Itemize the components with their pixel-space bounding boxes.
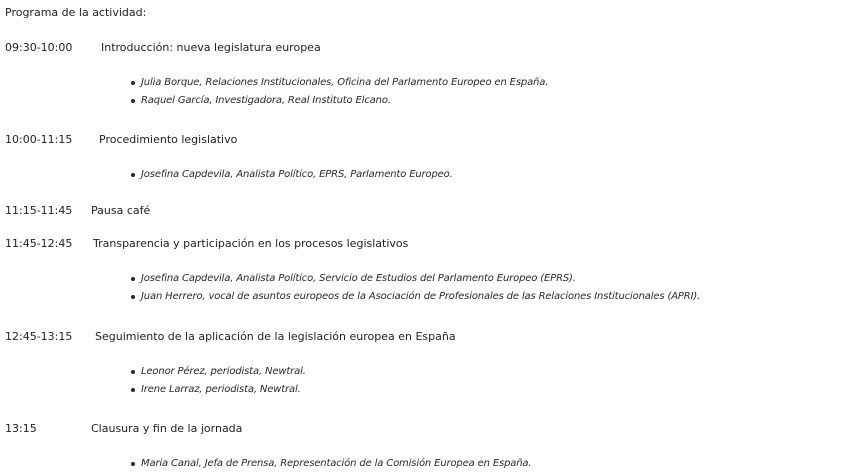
speaker-item: Josefina Capdevila, Analista Político, Servicio de Estudios del Parlamento Europeo (EPRS).	[131, 270, 700, 288]
session-time: 11:45-12:45	[5, 237, 73, 250]
session-title: Procedimiento legislativo	[99, 133, 238, 146]
session-row	[5, 133, 238, 147]
speaker-item: Julia Borque, Relaciones Institucionales, Oficina del Parlamento Europeo en España.	[131, 74, 548, 92]
session-row	[5, 41, 321, 55]
speaker-list	[131, 166, 453, 184]
session-row	[5, 330, 456, 344]
session-title: Introducción: nueva legislatura europea	[101, 41, 321, 54]
session-title: Clausura y fin de la jornada	[91, 422, 243, 435]
session-time: 11:15-11:45	[5, 204, 73, 217]
session-title: Seguimiento de la aplicación de la legislación europea en España	[95, 330, 456, 343]
speaker-item: Juan Herrero, vocal de asuntos europeos de la Asociación de Profesionales de las Relaciones Institucionales (APRI).	[131, 288, 700, 306]
session-row	[5, 204, 151, 218]
speaker-item: Leonor Pérez, periodista, Newtral.	[131, 363, 306, 381]
speaker-list	[131, 74, 548, 110]
session-time: 12:45-13:15	[5, 330, 73, 343]
speaker-item: Raquel García, Investigadora, Real Instituto Elcano.	[131, 92, 548, 110]
session-time: 09:30-10:00	[5, 41, 73, 54]
speaker-list	[131, 363, 306, 399]
session-title: Pausa café	[91, 204, 151, 217]
session-row	[5, 237, 409, 251]
speaker-item: Josefina Capdevila, Analista Político, EPRS, Parlamento Europeo.	[131, 166, 453, 184]
speaker-list	[131, 270, 700, 306]
speaker-item: Irene Larraz, periodista, Newtral.	[131, 381, 306, 399]
speaker-item: Maria Canal, Jefa de Prensa, Representación de la Comisión Europea en España.	[131, 455, 531, 473]
speaker-list	[131, 455, 531, 473]
session-time: 13:15	[5, 422, 37, 435]
session-row	[5, 422, 243, 436]
session-title: Transparencia y participación en los procesos legislativos	[93, 237, 409, 250]
agenda-heading: Programa de la actividad:	[5, 6, 147, 19]
session-time: 10:00-11:15	[5, 133, 73, 146]
